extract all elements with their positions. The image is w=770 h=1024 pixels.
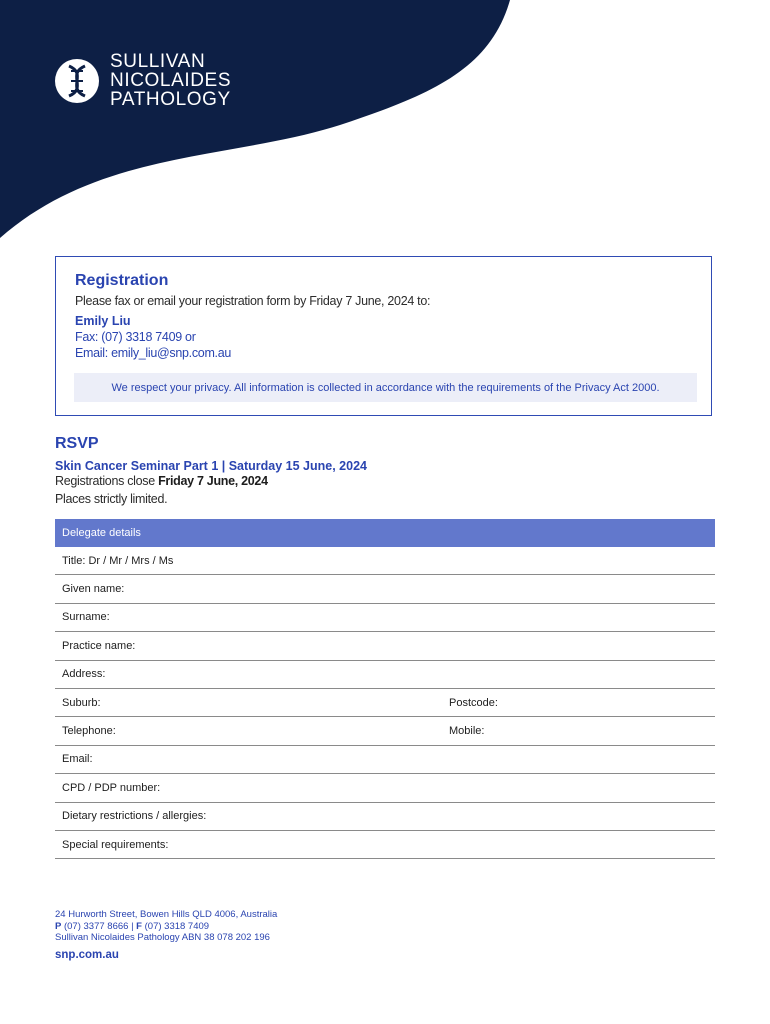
company-logo: [54, 52, 231, 109]
places-limited: Places strictly limited.: [55, 492, 168, 506]
form-row-given-name[interactable]: [55, 575, 715, 603]
website-link[interactable]: snp.com.au: [55, 948, 119, 961]
registration-intro: Please fax or email your registration form by Friday 7 June, 2024 to:: [75, 294, 431, 308]
form-row-suburb-postcode[interactable]: [55, 689, 715, 717]
field-label: Mobile:: [449, 725, 485, 738]
field-label: Telephone:: [62, 725, 116, 738]
close-prefix: Registrations close: [55, 474, 159, 488]
phone-label: P: [55, 920, 62, 932]
delegate-form: [55, 519, 715, 859]
field-label: Given name:: [62, 583, 125, 596]
rsvp-title: RSVP: [55, 435, 99, 452]
footer-address: 24 Hurworth Street, Bowen Hills QLD 4006, Australia: [55, 909, 278, 920]
form-row-surname[interactable]: [55, 604, 715, 632]
form-row-telephone-mobile[interactable]: [55, 717, 715, 745]
form-row-cpd-number[interactable]: [55, 774, 715, 802]
field-label: Suburb:: [62, 696, 101, 709]
phone-number: (07) 3377 8666 |: [61, 920, 137, 932]
field-label: Title: Dr / Mr / Mrs / Ms: [62, 554, 174, 567]
field-label: Special requirements:: [62, 838, 169, 851]
close-date: Friday 7 June, 2024: [158, 474, 268, 488]
contact-name: Emily Liu: [75, 314, 131, 328]
registration-close: [55, 474, 268, 488]
contact-fax: Fax: (07) 3318 7409 or: [75, 330, 196, 344]
header-background: [0, 0, 770, 260]
form-row-practice-name[interactable]: [55, 632, 715, 660]
field-label: Email:: [62, 753, 93, 766]
logo-wordmark: [110, 52, 231, 109]
contact-email[interactable]: Email: emily_liu@snp.com.au: [75, 346, 232, 360]
field-label: Address:: [62, 668, 106, 681]
privacy-note: [74, 373, 697, 402]
registration-title: Registration: [75, 272, 169, 289]
fax-number: (07) 3318 7409: [141, 920, 210, 932]
logo-line-3: PATHOLOGY: [110, 89, 231, 110]
logo-line-2: NICOLAIDES: [110, 70, 232, 91]
registration-box: [55, 256, 712, 416]
footer-phone-fax: [55, 921, 277, 933]
field-label: Postcode:: [449, 696, 498, 709]
form-row-title[interactable]: [55, 547, 715, 575]
form-header-label: Delegate details: [62, 527, 141, 539]
dna-logo-icon: [54, 58, 100, 104]
field-label: Dietary restrictions / allergies:: [62, 810, 207, 823]
field-label: Surname:: [62, 611, 110, 624]
privacy-note-text: We respect your privacy. All information is collected in accordance with the requirements of the Privacy Act 2000.: [111, 381, 660, 394]
footer: [55, 909, 277, 961]
form-row-address[interactable]: [55, 661, 715, 689]
fax-label: F: [136, 920, 142, 932]
form-row-email[interactable]: [55, 746, 715, 774]
event-title: Skin Cancer Seminar Part 1 | Saturday 15 June, 2024: [55, 459, 367, 473]
field-label: Practice name:: [62, 639, 136, 652]
field-label: CPD / PDP number:: [62, 781, 161, 794]
logo-line-1: SULLIVAN: [110, 51, 206, 72]
form-row-special-requirements[interactable]: [55, 831, 715, 859]
form-header: [55, 519, 715, 547]
footer-abn: Sullivan Nicolaides Pathology ABN 38 078 202 196: [55, 932, 270, 943]
form-row-dietary[interactable]: [55, 803, 715, 831]
